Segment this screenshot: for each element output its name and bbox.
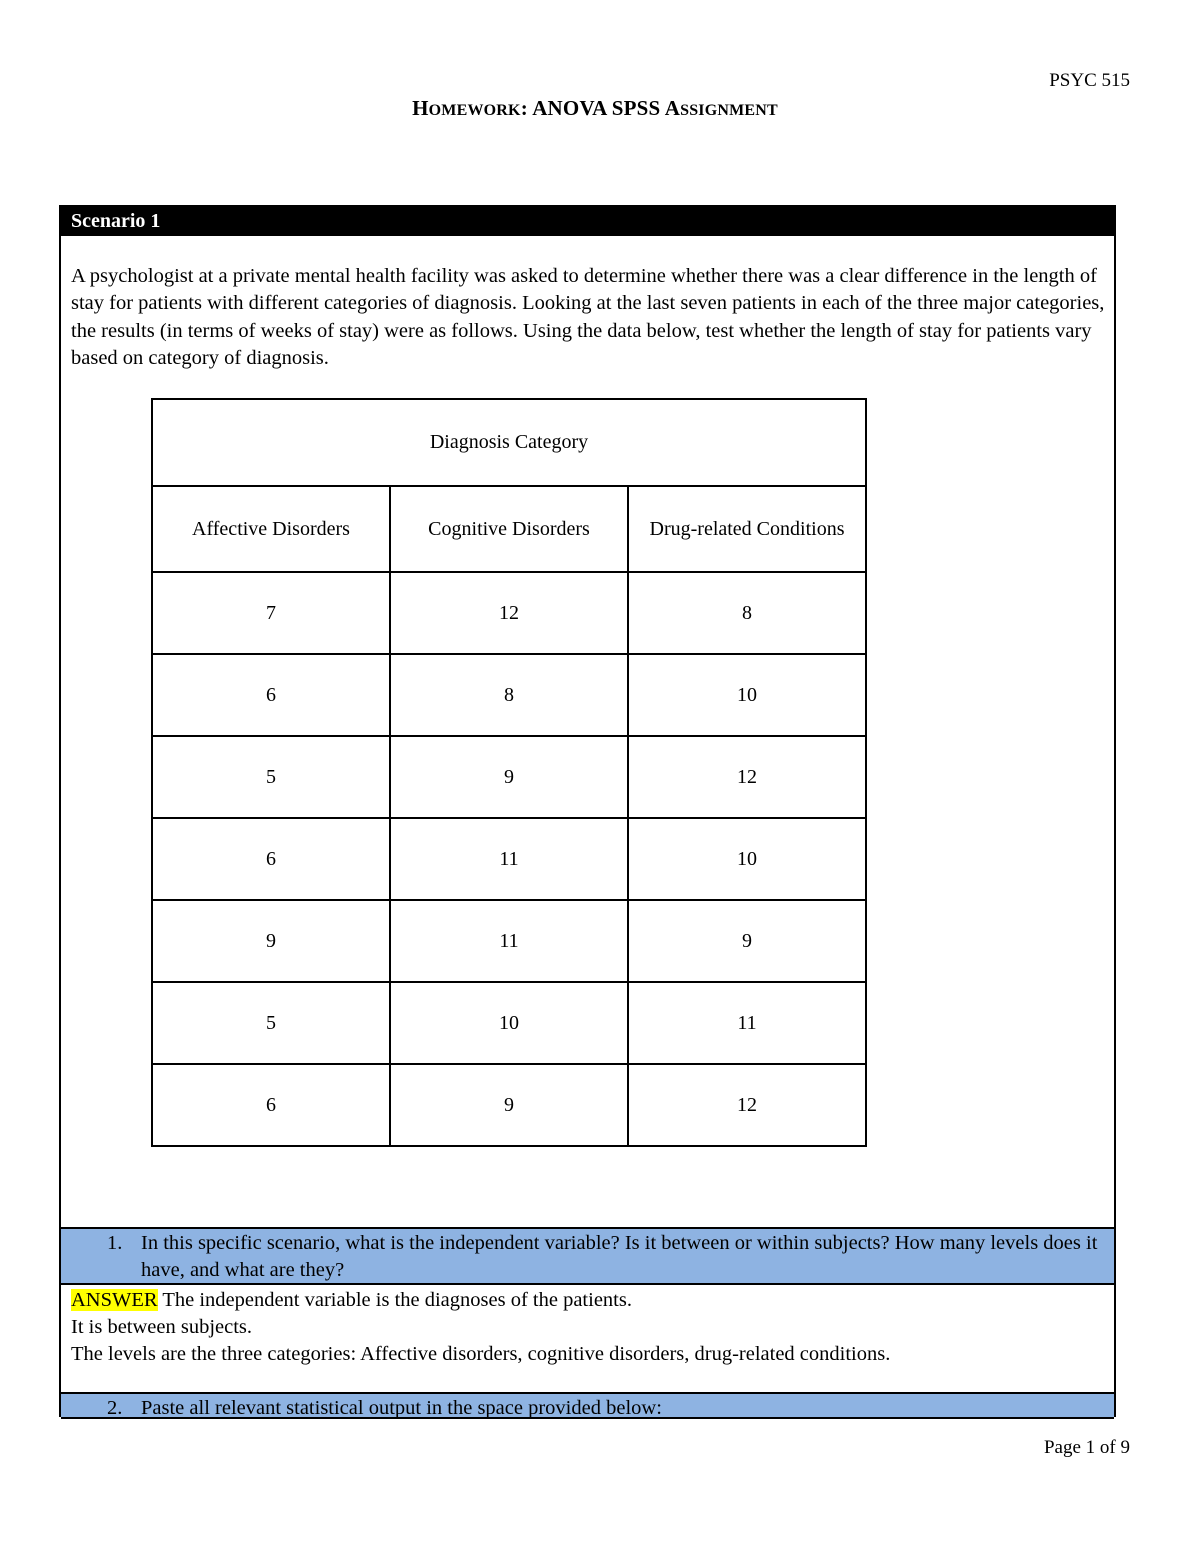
table-cell: 9 [152,900,390,982]
question-2-number: 2. [107,1397,123,1419]
table-cell: 9 [628,900,866,982]
table-row [152,900,866,982]
title-part-ssignment: SSIGNMENT [680,102,778,119]
question-2 [61,1392,1114,1419]
table-cell: 6 [152,818,390,900]
table-row [152,982,866,1064]
page-number: Page 1 of 9 [1043,1437,1130,1458]
table-cell: 8 [390,654,628,736]
column-header-affective: Affective Disorders [152,486,390,572]
diagnosis-category-header: Diagnosis Category [152,399,866,486]
table-cell: 10 [628,818,866,900]
table-row [152,654,866,736]
table-row [152,572,866,654]
answer-block [71,1287,1111,1368]
table-cell: 10 [628,654,866,736]
answer-line-1 [71,1287,1111,1314]
scenario-heading: Scenario 1 [61,207,1114,236]
table-row [152,1064,866,1146]
answer-line-2: It is between subjects. [71,1316,253,1338]
table-cell: 11 [390,900,628,982]
title-part-omework: OMEWORK [428,102,521,119]
table-cell: 10 [390,982,628,1064]
table-cell: 9 [390,736,628,818]
title-part-h: H [412,96,429,120]
question-1-number: 1. [107,1232,123,1254]
table-row [152,818,866,900]
table-cell: 8 [628,572,866,654]
table-cell: 6 [152,654,390,736]
scenario-frame [59,205,1116,1417]
answer-label: ANSWER [71,1289,158,1311]
answer-text-1: The independent variable is the diagnoses of the patients. [157,1289,632,1311]
table-cell: 5 [152,982,390,1064]
table-cell: 11 [628,982,866,1064]
question-1 [61,1227,1114,1285]
column-header-drug-related: Drug-related Conditions [628,486,866,572]
course-code: PSYC 515 [1049,70,1130,91]
title-part-anova-spss: : ANOVA SPSS A [520,96,681,120]
table-cell: 11 [390,818,628,900]
scenario-description: A psychologist at a private mental health facility was asked to determine whether there was a clear difference in the length of stay for patients with different categories of diagnosis. Looking at the last seven patients in each of the three major categories, the results (in terms of weeks of stay) were as follows. Using the data below, test whether the length of stay for patients vary based on category of diagnosis. [71,265,1105,369]
table-cell: 9 [390,1064,628,1146]
table-cell: 12 [628,736,866,818]
answer-line-3: The levels are the three categories: Affective disorders, cognitive disorders, drug-related conditions. [71,1343,891,1365]
table-cell: 7 [152,572,390,654]
question-1-text: In this specific scenario, what is the independent variable? Is it between or within subjects? How many levels does it have, and what are they? [141,1232,1098,1281]
table-cell: 6 [152,1064,390,1146]
column-header-cognitive: Cognitive Disorders [390,486,628,572]
question-2-text: Paste all relevant statistical output in the space provided below: [141,1397,662,1419]
table-cell: 12 [628,1064,866,1146]
table-row [152,736,866,818]
diagnosis-table [151,398,867,1147]
table-cell: 5 [152,736,390,818]
table-cell: 12 [390,572,628,654]
document-title [0,96,1190,121]
